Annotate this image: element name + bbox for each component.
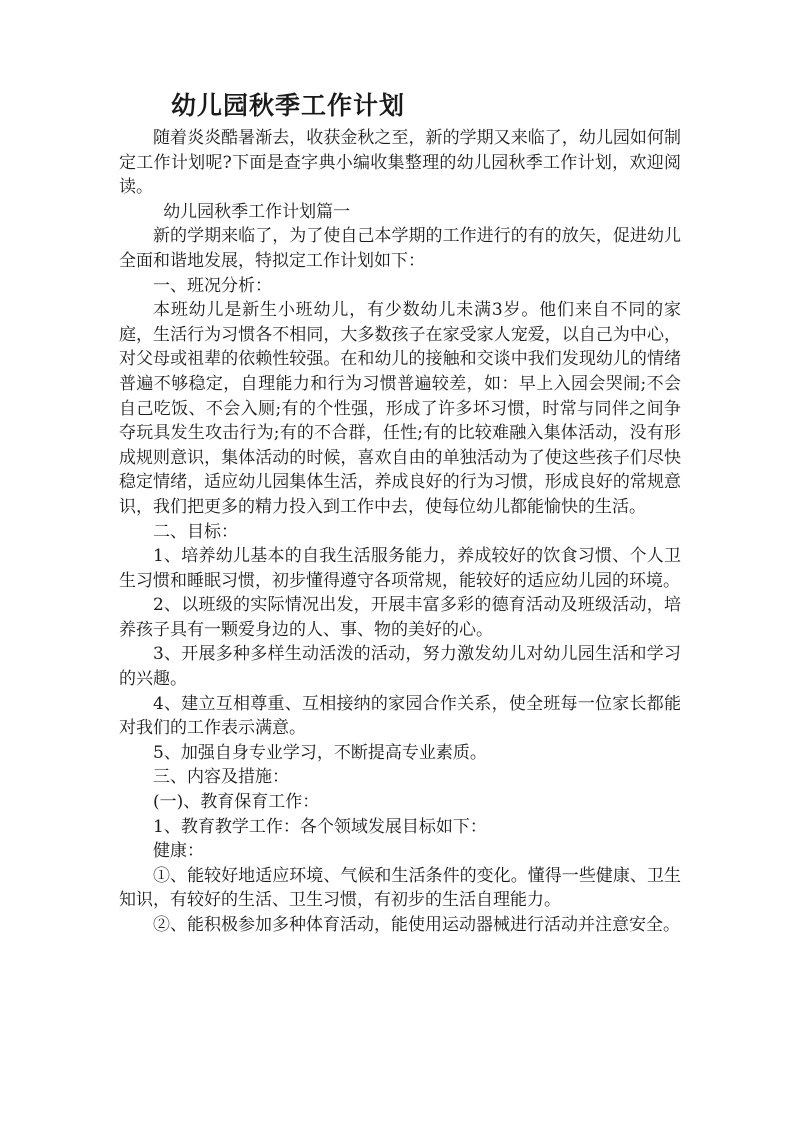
document-page: [119, 88, 681, 938]
document-title: 幼儿园秋季工作计划: [171, 91, 406, 120]
health-item-2: ②、能积极参加多种体育活动，能使用运动器械进行活动并注意安全。: [153, 915, 680, 935]
heading-goals: 二、目标：: [153, 521, 238, 542]
paragraph-class-analysis: 本班幼儿是新生小班幼儿，有少数幼儿未满3岁。他们来自不同的家庭，生活行为习惯各不相同，大多数孩子在家受家人宠爱，以自己为中心，对父母或祖辈的依赖性较强。在和幼儿的接触和交谈中我们发现幼儿的情绪普遍不够稳定，自理能力和行为习惯普遍较差，如：早上入园会哭闹;不会自己吃饭、不会入厕;有的个性强，形成了许多坏习惯，时常与同伴之间争夺玩具发生攻击行为;有的不合群，任性;有的比较难融入集体活动，没有形成规则意识，集体活动的时候，喜欢自由的单独活动为了使这些孩子们尽快稳定情绪，适应幼儿园集体生活，养成良好的行为习惯，形成良好的常规意识，我们把更多的精力投入到工作中去，使每位幼儿都能愉快的生活。: [119, 300, 681, 517]
goal-item-5: 5、加强自身专业学习，不断提高专业素质。: [153, 742, 487, 763]
intro-paragraph: 随着炎炎酷暑渐去，收获金秋之至，新的学期又来临了，幼儿园如何制定工作计划呢?下面是查字典小编收集整理的幼儿园秋季工作计划，欢迎阅读。: [119, 128, 681, 198]
goal-item-4: 4、建立互相尊重、互相接纳的家园合作关系，使全班每一位家长都能对我们的工作表示满意。: [119, 693, 681, 739]
goal-item-1: 1、培养幼儿基本的自我生活服务能力，养成较好的饮食习惯、个人卫生习惯和睡眠习惯，初步懂得遵守各项常规，能较好的适应幼儿园的环境。: [119, 546, 681, 591]
heading-content-measures: 三、内容及措施：: [153, 767, 289, 788]
goal-item-2: 2、以班级的实际情况出发，开展丰富多彩的德育活动及班级活动，培养孩子具有一颗爱身边的人、事、物的美好的心。: [119, 595, 681, 640]
health-item-1: ①、能较好地适应环境、气候和生活条件的变化。懂得一些健康、卫生知识，有较好的生活、卫生习惯，有初步的生活自理能力。: [119, 865, 681, 911]
heading-class-analysis: 一、班况分析：: [153, 275, 272, 296]
section-title: 幼儿园秋季工作计划篇一: [163, 201, 351, 222]
subheading-education-care: (一)、教育保育工作：: [153, 792, 320, 813]
subheading-health: 健康：: [153, 841, 204, 862]
goal-item-3: 3、开展多种多样生动活泼的活动，努力激发幼儿对幼儿园生活和学习的兴趣。: [119, 644, 681, 690]
subheading-teaching-work: 1、教育教学工作：各个领域发展目标如下：: [153, 816, 487, 837]
paragraph-opening: 新的学期来临了，为了使自己本学期的工作进行的有的放矢，促进幼儿全面和谐地发展，特拟定工作计划如下：: [119, 226, 681, 271]
